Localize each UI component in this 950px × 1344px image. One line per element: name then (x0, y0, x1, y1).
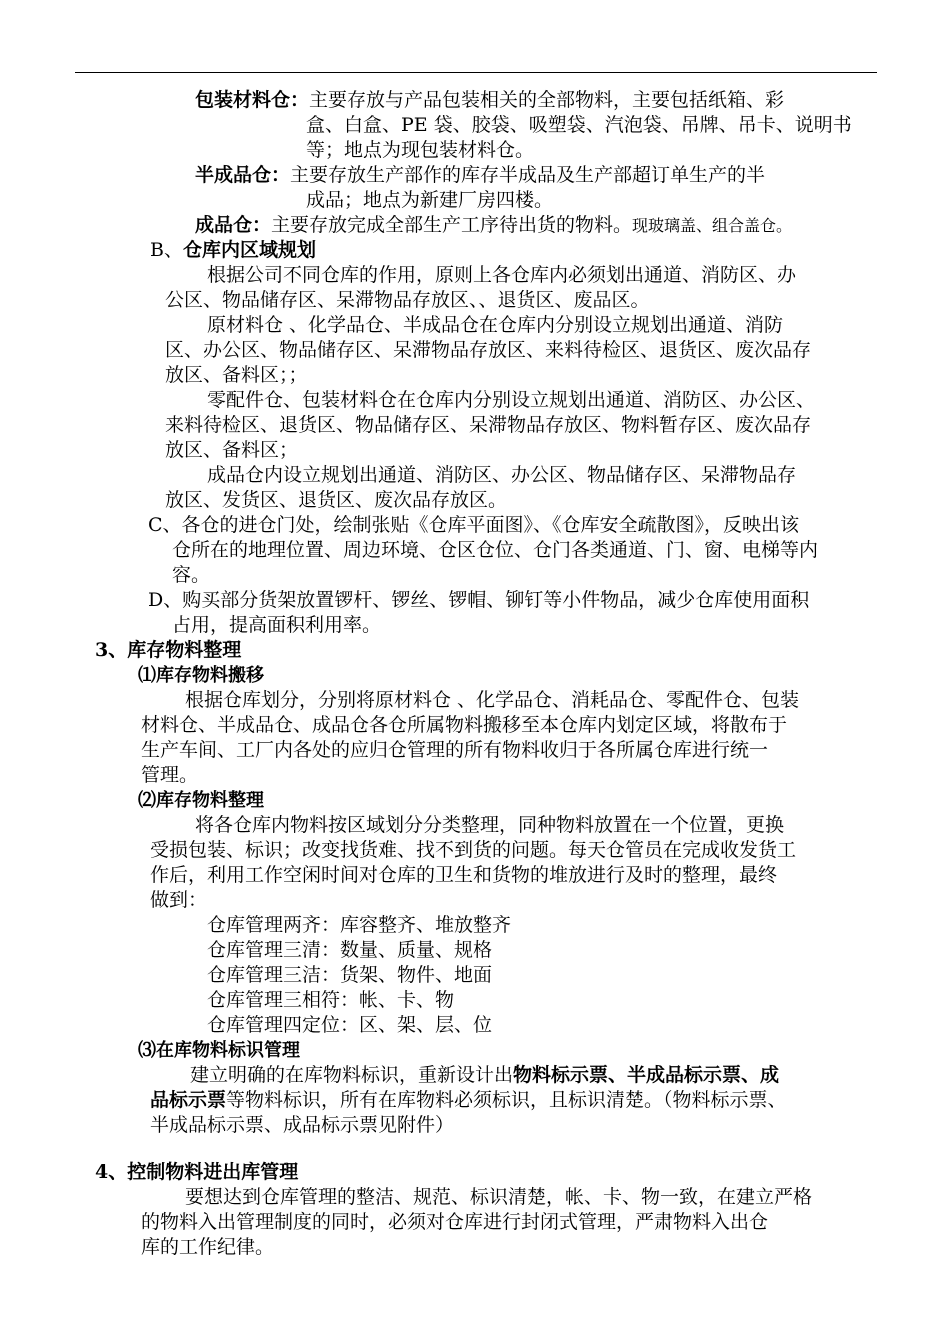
section-c-l1: C、各仓的进仓门处，绘制张贴《仓库平面图》、《仓库安全疏散图》，反映出该 (148, 514, 800, 536)
section-3-sub2-l2: 受损包装、标识；改变找货难、找不到货的问题。每天仓管员在完成收发货工 (150, 839, 797, 861)
section-d-l2: 占用，提高面积利用率。 (172, 614, 382, 636)
section-3-sub2-l4: 做到： (150, 889, 208, 911)
semi-finished-warehouse-line2: 成品；地点为新建厂房四楼。 (306, 189, 554, 211)
list-item: 仓库管理三清：数量、质量、规格 (207, 939, 493, 961)
section-b-p4-l2: 放区、发货区、退货区、废次品存放区。 (165, 489, 508, 511)
finished-warehouse-line: 成品仓：主要存放完成全部生产工序待出货的物料。现玻璃盖、组合盖仓。 (195, 214, 793, 236)
section-b-p2-l2: 区、办公区、物品储存区、呆滞物品存放区、来料待检区、退货区、废次品存 (165, 339, 812, 361)
list-item: 仓库管理四定位：区、架、层、位 (207, 1014, 493, 1036)
section-3-sub3-l2: 品标示票等物料标识，所有在库物料必须标识，且标识清楚。（物料标示票、 (150, 1089, 787, 1111)
section-c-l3: 容。 (172, 564, 211, 586)
section-b-p1-l2: 公区、物品储存区、呆滞物品存放区、、退货区、废品区。 (165, 289, 650, 311)
header-rule (75, 72, 877, 73)
packaging-warehouse-label: 包装材料仓： (195, 89, 310, 111)
section-3-sub1-heading: ⑴库存物料搬移 (138, 665, 264, 686)
section-b-p2-l1: 原材料仓 、化学品仓、半成品仓在仓库内分别设立规划出通道、消防 (207, 314, 784, 336)
section-b-p3-l1: 零配件仓、包装材料仓在仓库内分别设立规划出通道、消防区、办公区、 (207, 389, 816, 411)
packaging-warehouse-line1: 包装材料仓：主要存放与产品包装相关的全部物料，主要包括纸箱、彩 (195, 89, 785, 111)
section-4-l1: 要想达到仓库管理的整洁、规范、标识清楚，帐、卡、物一致，在建立严格 (185, 1186, 813, 1208)
section-b-p4-l1: 成品仓内设立规划出通道、消防区、办公区、物品储存区、呆滞物品存 (207, 464, 797, 486)
section-3-sub2-l1: 将各仓库内物料按区域划分分类整理，同种物料放置在一个位置，更换 (195, 814, 785, 836)
packaging-warehouse-line2: 盒、白盒、PE 袋、胶袋、吸塑袋、汽泡袋、吊牌、吊卡、说明书 (306, 114, 852, 136)
section-b-p3-l3: 放区、备料区； (165, 439, 299, 461)
section-b-p1-l1: 根据公司不同仓库的作用，原则上各仓库内必须划出通道、消防区、办 (207, 264, 797, 286)
finished-warehouse-note: 现玻璃盖、组合盖仓。 (632, 216, 793, 235)
section-b-p3-l2: 来料待检区、退货区、物品储存区、呆滞物品存放区、物料暂存区、废次品存 (165, 414, 812, 436)
section-3-sub3-heading: ⑶在库物料标识管理 (138, 1040, 300, 1061)
section-4-l2: 的物料入出管理制度的同时，必须对仓库进行封闭式管理，严肃物料入出仓 (141, 1211, 769, 1233)
section-3-sub2-heading: ⑵库存物料整理 (138, 790, 264, 811)
semi-finished-warehouse-line1: 半成品仓：主要存放生产部作的库存半成品及生产部超订单生产的半 (195, 164, 766, 186)
section-b-p2-l3: 放区、备料区；； (165, 364, 308, 386)
finished-warehouse-label: 成品仓： (195, 214, 272, 236)
section-4-l3: 库的工作纪律。 (141, 1236, 275, 1258)
section-3-sub1-l1: 根据仓库划分，分别将原材料仓 、化学品仓、消耗品仓、零配件仓、包装 (185, 689, 800, 711)
section-3-sub2-l3: 作后，利用工作空闲时间对仓库的卫生和货物的堆放进行及时的整理，最终 (150, 864, 778, 886)
section-b-heading: B、仓库内区域规划 (150, 239, 316, 261)
packaging-warehouse-line3: 等；地点为现包装材料仓。 (306, 139, 535, 161)
section-4-heading: 4、控制物料进出库管理 (95, 1161, 299, 1183)
list-item: 仓库管理三洁：货架、物件、地面 (207, 964, 493, 986)
section-3-sub3-l1: 建立明确的在库物料标识，重新设计出物料标示票、半成品标示票、成 (190, 1064, 780, 1086)
list-item: 仓库管理三相符：帐、卡、物 (207, 989, 455, 1011)
section-3-sub1-l3: 生产车间、工厂内各处的应归仓管理的所有物料收归于各所属仓库进行统一 (141, 739, 769, 761)
section-3-sub1-l2: 材料仓、半成品仓、成品仓各仓所属物料搬移至本仓库内划定区域，将散布于 (141, 714, 788, 736)
semi-finished-warehouse-label: 半成品仓： (195, 164, 291, 186)
list-item: 仓库管理两齐：库容整齐、堆放整齐 (207, 914, 512, 936)
section-c-l2: 仓所在的地理位置、周边环境、仓区仓位、仓门各类通道、门、窗、电梯等内 (172, 539, 819, 561)
section-3-heading: 3、库存物料整理 (95, 639, 242, 661)
section-3-sub1-l4: 管理。 (141, 764, 199, 786)
section-3-sub3-l3: 半成品标示票、成品标示票见附件） (150, 1114, 455, 1136)
section-d-l1: D、购买部分货架放置锣杆、锣丝、锣帽、铆钉等小件物品，减少仓库使用面积 (148, 589, 810, 611)
